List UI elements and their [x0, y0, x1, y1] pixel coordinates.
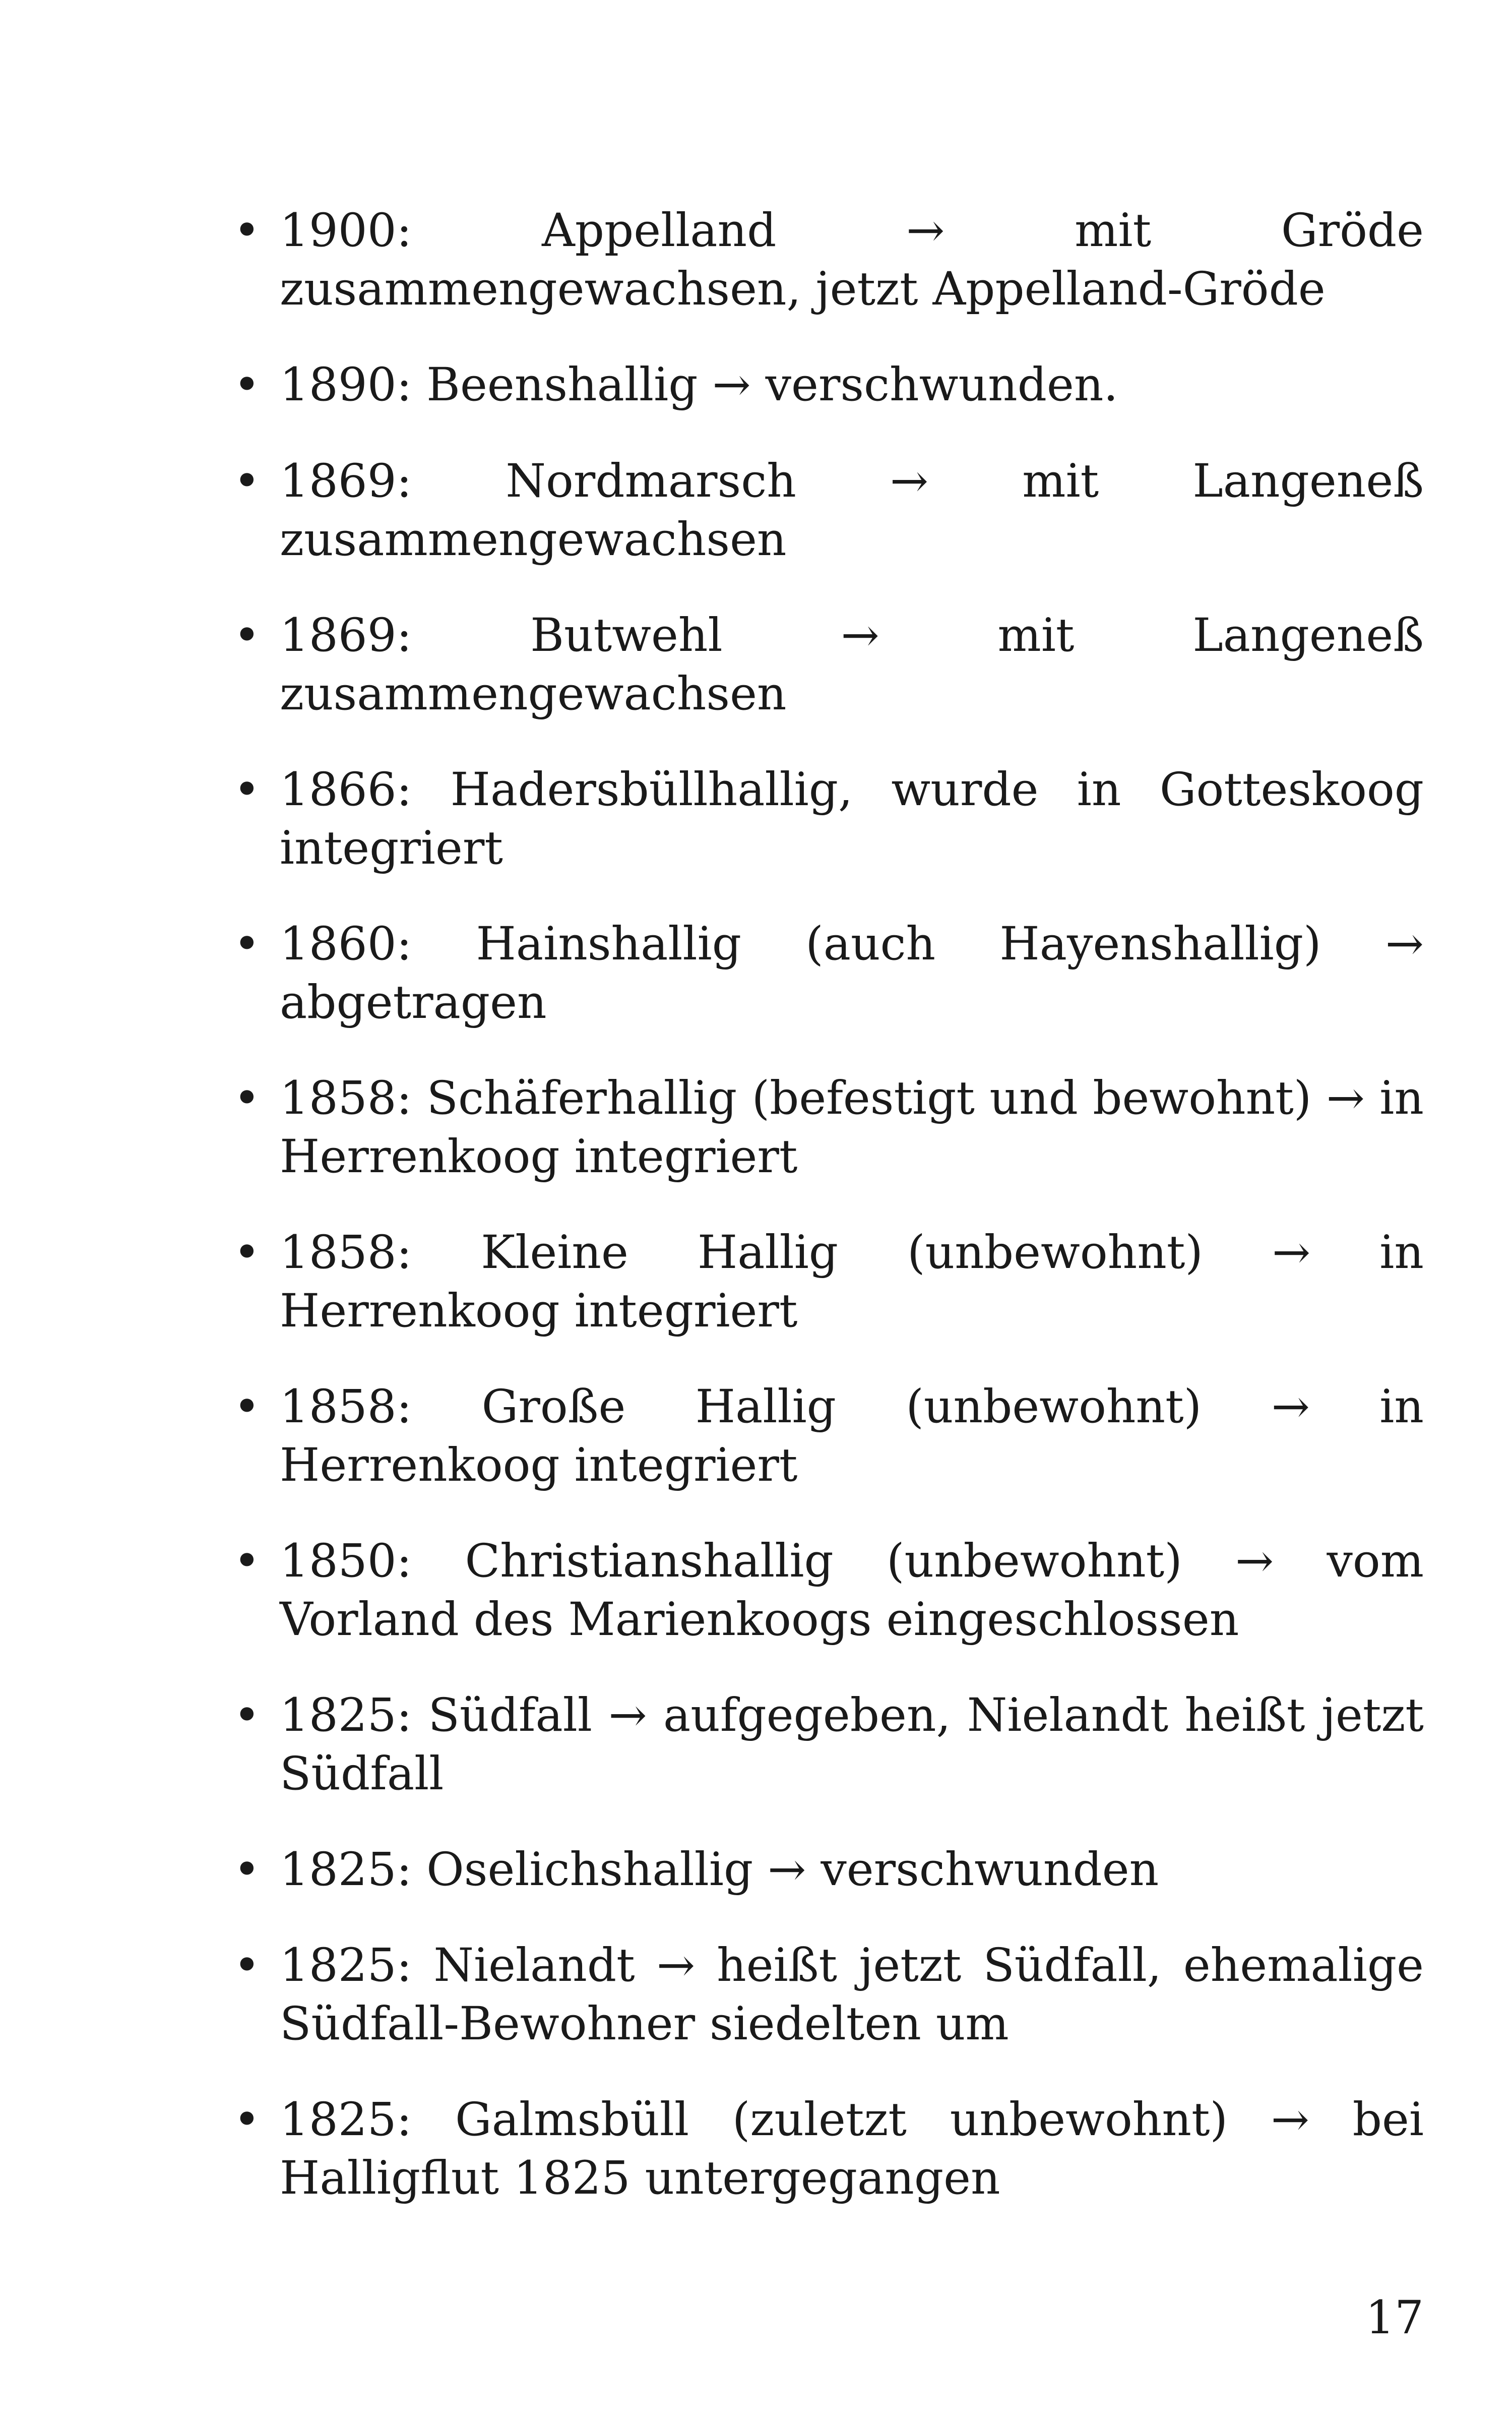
island-history-list	[233, 202, 1424, 2208]
bullet-icon: •	[233, 1072, 261, 1125]
list-item	[233, 607, 1424, 723]
list-item-text: 1858: Kleine Hallig (unbewohnt) → in Herrenkoog integriert	[280, 1226, 1424, 1338]
list-item	[233, 2091, 1424, 2208]
bullet-icon: •	[233, 2093, 261, 2146]
bullet-icon: •	[233, 204, 261, 257]
list-item	[233, 915, 1424, 1032]
list-item-text: 1900: Appelland → mit Gröde zusammengewachsen, jetzt Appelland-Gröde	[280, 204, 1424, 316]
list-item	[233, 1532, 1424, 1649]
list-item	[233, 1069, 1424, 1186]
list-item-text: 1866: Hadersbüllhallig, wurde in Gotteskoog integriert	[280, 763, 1424, 875]
list-item-text: 1869: Butwehl → mit Langeneß zusammengewachsen	[280, 609, 1424, 720]
list-item-text: 1890: Beenshallig → verschwunden.	[280, 358, 1118, 411]
list-item	[233, 1378, 1424, 1495]
list-item-text: 1860: Hainshallig (auch Hayenshallig) → abgetragen	[280, 918, 1424, 1029]
list-item	[233, 1841, 1424, 1899]
list-item	[233, 202, 1424, 319]
list-item	[233, 452, 1424, 569]
list-item-text: 1858: Schäferhallig (befestigt und bewohnt) → in Herrenkoog integriert	[280, 1072, 1424, 1183]
list-item	[233, 1224, 1424, 1341]
list-item-text: 1825: Oselichshallig → verschwunden	[280, 1843, 1159, 1896]
bullet-icon: •	[233, 1689, 261, 1742]
bullet-icon: •	[233, 763, 261, 816]
bullet-icon: •	[233, 1226, 261, 1279]
list-item-text: 1825: Nielandt → heißt jetzt Südfall, ehemalige Südfall-Bewohner siedelten um	[280, 1939, 1424, 2050]
list-item	[233, 1686, 1424, 1803]
list-item-text: 1825: Südfall → aufgegeben, Nielandt heißt jetzt Südfall	[280, 1689, 1424, 1800]
bullet-icon: •	[233, 1535, 261, 1588]
list-item	[233, 356, 1424, 414]
list-item-text: 1825: Galmsbüll (zuletzt unbewohnt) → bei Halligflut 1825 untergegangen	[280, 2093, 1424, 2205]
list-item-text: 1858: Große Hallig (unbewohnt) → in Herrenkoog integriert	[280, 1380, 1424, 1492]
page-number: 17	[1365, 2291, 1424, 2344]
list-item	[233, 1937, 1424, 2053]
bullet-icon: •	[233, 609, 261, 662]
list-item	[233, 761, 1424, 878]
bullet-icon: •	[233, 1843, 261, 1896]
bullet-icon: •	[233, 1939, 261, 1992]
list-item-text: 1850: Christianshallig (unbewohnt) → vom Vorland des Marienkoogs eingeschlossen	[280, 1535, 1424, 1646]
bullet-icon: •	[233, 358, 261, 411]
bullet-icon: •	[233, 1380, 261, 1433]
bullet-icon: •	[233, 455, 261, 508]
bullet-icon: •	[233, 918, 261, 971]
list-item-text: 1869: Nordmarsch → mit Langeneß zusammengewachsen	[280, 455, 1424, 566]
